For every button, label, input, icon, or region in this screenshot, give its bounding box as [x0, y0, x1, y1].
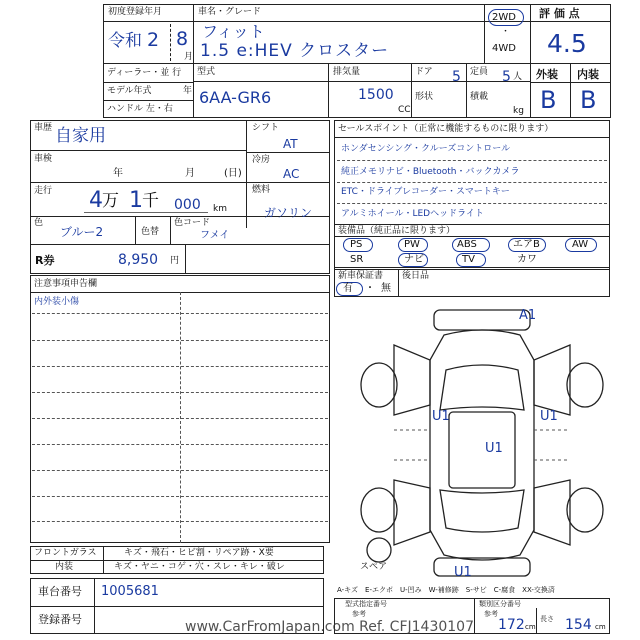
car-diagram [334, 300, 610, 585]
selling-label: セールスポイント（正常に機能するものに限ります） [338, 124, 554, 134]
fuel-label: 燃料 [252, 185, 271, 195]
ref1-label: 参考 [352, 610, 366, 618]
interior-label: 内装 [577, 68, 599, 81]
drive-4wd: 4WD [492, 43, 516, 54]
door-value: 5 [452, 69, 461, 85]
mileage-sen: 1 [129, 188, 143, 213]
damage-mark-roof: U1 [485, 441, 503, 456]
mileage-label: 走行 [34, 186, 53, 196]
damage-mark-left-door: U1 [432, 409, 450, 424]
rcard-unit: 円 [170, 256, 180, 266]
door-label: ドア [415, 67, 433, 77]
score-value: 4.5 [547, 29, 587, 58]
color-code-label: 色コード [174, 218, 211, 228]
watermark: www.CarFromJapan.com Ref. CFJ1430107 [185, 619, 474, 635]
dealer-label: ディーラー・並 行 [107, 68, 182, 78]
height-unit: cm [525, 623, 536, 631]
usage-label: 車歴 [34, 123, 53, 133]
month-unit: 月 [184, 52, 194, 62]
car-name-label: 車名・グレード [198, 7, 262, 17]
tire-rear-right [567, 488, 603, 532]
selling-line-1: ホンダセンシング・クルーズコントロール [341, 144, 511, 154]
color-value: ブルー2 [60, 225, 104, 239]
new-warranty-label: 新車保証書 [338, 271, 384, 281]
car-name: フィット [202, 22, 265, 41]
equip-aw: AW [572, 239, 589, 250]
damage-mark-rear: U1 [454, 565, 472, 580]
reg-era: 令和 [108, 31, 142, 51]
length-unit: cm [595, 623, 606, 631]
color-label: 色 [34, 218, 44, 228]
displacement-value: 1500 [358, 87, 394, 103]
aircon-label: 冷房 [252, 155, 271, 165]
equip-airbag: エアB [513, 239, 540, 250]
class-number-label: 類別区分番号 [479, 600, 521, 608]
usage-value: 自家用 [55, 126, 106, 146]
year-unit: 年 [183, 86, 193, 96]
chassis-label: 車台番号 [38, 585, 82, 598]
color-change-label: 色替 [141, 227, 160, 237]
spare-label: スペア [360, 562, 388, 572]
km-unit: km [213, 204, 227, 214]
score-label: 評 価 点 [539, 7, 580, 20]
tire-front-right [567, 363, 603, 407]
capacity-value: 5 [502, 69, 511, 85]
shift-label: シフト [252, 123, 280, 133]
rcard-label: R券 [35, 254, 55, 267]
front-bumper [434, 310, 530, 330]
length-value: 154 [565, 617, 592, 633]
kg-unit: kg [513, 106, 524, 116]
shaken-label: 車検 [34, 154, 53, 164]
damage-mark-right-door: U1 [540, 409, 558, 424]
mileage-rest: 000 [174, 197, 201, 213]
new-warranty-has: 有 [343, 283, 353, 294]
reg-year: 2 [147, 29, 160, 51]
later-items-label: 後日品 [402, 271, 430, 281]
equip-sr: SR [350, 254, 364, 265]
equipment-label: 装備品（純正品に限ります） [338, 226, 456, 236]
equip-ps: PS [350, 239, 363, 250]
model-year-label: モデル年式 [107, 86, 152, 96]
exterior-grade: B [540, 86, 557, 114]
katashiki-value: 6AA-GR6 [199, 88, 272, 107]
displacement-label: 排気量 [333, 67, 361, 77]
spare-tire [367, 538, 391, 562]
damage-legend: A-キズ E-エクボ U-凹み W-補修跡 S-サビ C-腐食 XX-交換済 [337, 586, 555, 594]
interior-cond-label: 内装 [55, 562, 74, 572]
selling-line-2: 純正メモリナビ・Bluetooth・バックカメラ [341, 167, 520, 177]
tire-rear-left [361, 488, 397, 532]
drive-2wd: 2WD [492, 12, 516, 23]
front-glass-value: キズ・飛石・ヒビ割・リペア跡・X要 [124, 548, 274, 558]
tire-front-left [361, 363, 397, 407]
selling-line-4: アルミホイール・LEDヘッドライト [341, 209, 484, 219]
drive-dot: ・ [501, 27, 511, 37]
car-grade: 1.5 e:HEV クロスター [200, 41, 390, 61]
registration-label: 登録番号 [38, 613, 82, 626]
shaken-month-unit: 月 [185, 168, 195, 179]
notes-label: 注意事項申告欄 [34, 279, 98, 289]
capacity-unit: 人 [513, 72, 523, 82]
shift-value: AT [283, 137, 298, 151]
katashiki-label: 型式 [197, 67, 216, 77]
reg-month: 8 [176, 28, 189, 50]
equip-tv: TV [462, 254, 475, 265]
shaken-day-unit: (日) [224, 168, 242, 179]
mileage-man: 4 [89, 188, 103, 213]
front-glass-label: フロントガラス [34, 548, 97, 558]
katashiki-ref-label: 型式指定番号 [345, 600, 387, 608]
new-warranty-dot: ・ [365, 283, 375, 294]
man-char: 万 [102, 191, 119, 211]
reg-date-label: 初度登録年月 [108, 7, 163, 17]
equip-pw: PW [404, 239, 420, 250]
rear-bumper [434, 558, 530, 576]
sen-char: 千 [142, 191, 159, 211]
chassis-number: 1005681 [101, 584, 159, 599]
equip-navi: ナビ [404, 254, 424, 265]
new-warranty-none: 無 [381, 283, 391, 294]
capacity-label: 定員 [470, 67, 489, 77]
interior-grade: B [580, 86, 597, 114]
equip-abs: ABS [457, 239, 477, 250]
aircon-value: AC [283, 167, 300, 181]
shaken-year-unit: 年 [113, 168, 123, 179]
interior-cond-value: キズ・ヤニ・コゲ・穴・スレ・キレ・破レ [114, 562, 285, 572]
color-code-value: フメイ [200, 230, 230, 241]
rcard-value: 8,950 [118, 252, 159, 268]
handle-label: ハンドル 左・右 [107, 104, 173, 114]
equip-leather: カワ [517, 254, 537, 265]
ref2-label: 参考 [484, 610, 498, 618]
notes-first-line: 内外装小傷 [34, 297, 80, 307]
exterior-label: 外装 [536, 68, 558, 81]
selling-line-3: ETC・ドライブレコーダー・スマートキー [341, 187, 510, 197]
fuel-value: ガソリン [264, 206, 313, 220]
length-label: 長さ [540, 615, 554, 623]
shape-label: 形状 [415, 92, 434, 102]
load-label: 積載 [470, 92, 489, 102]
damage-mark-front: A1 [519, 308, 537, 323]
cc-unit: CC [398, 105, 411, 115]
height-value: 172 [498, 617, 525, 633]
